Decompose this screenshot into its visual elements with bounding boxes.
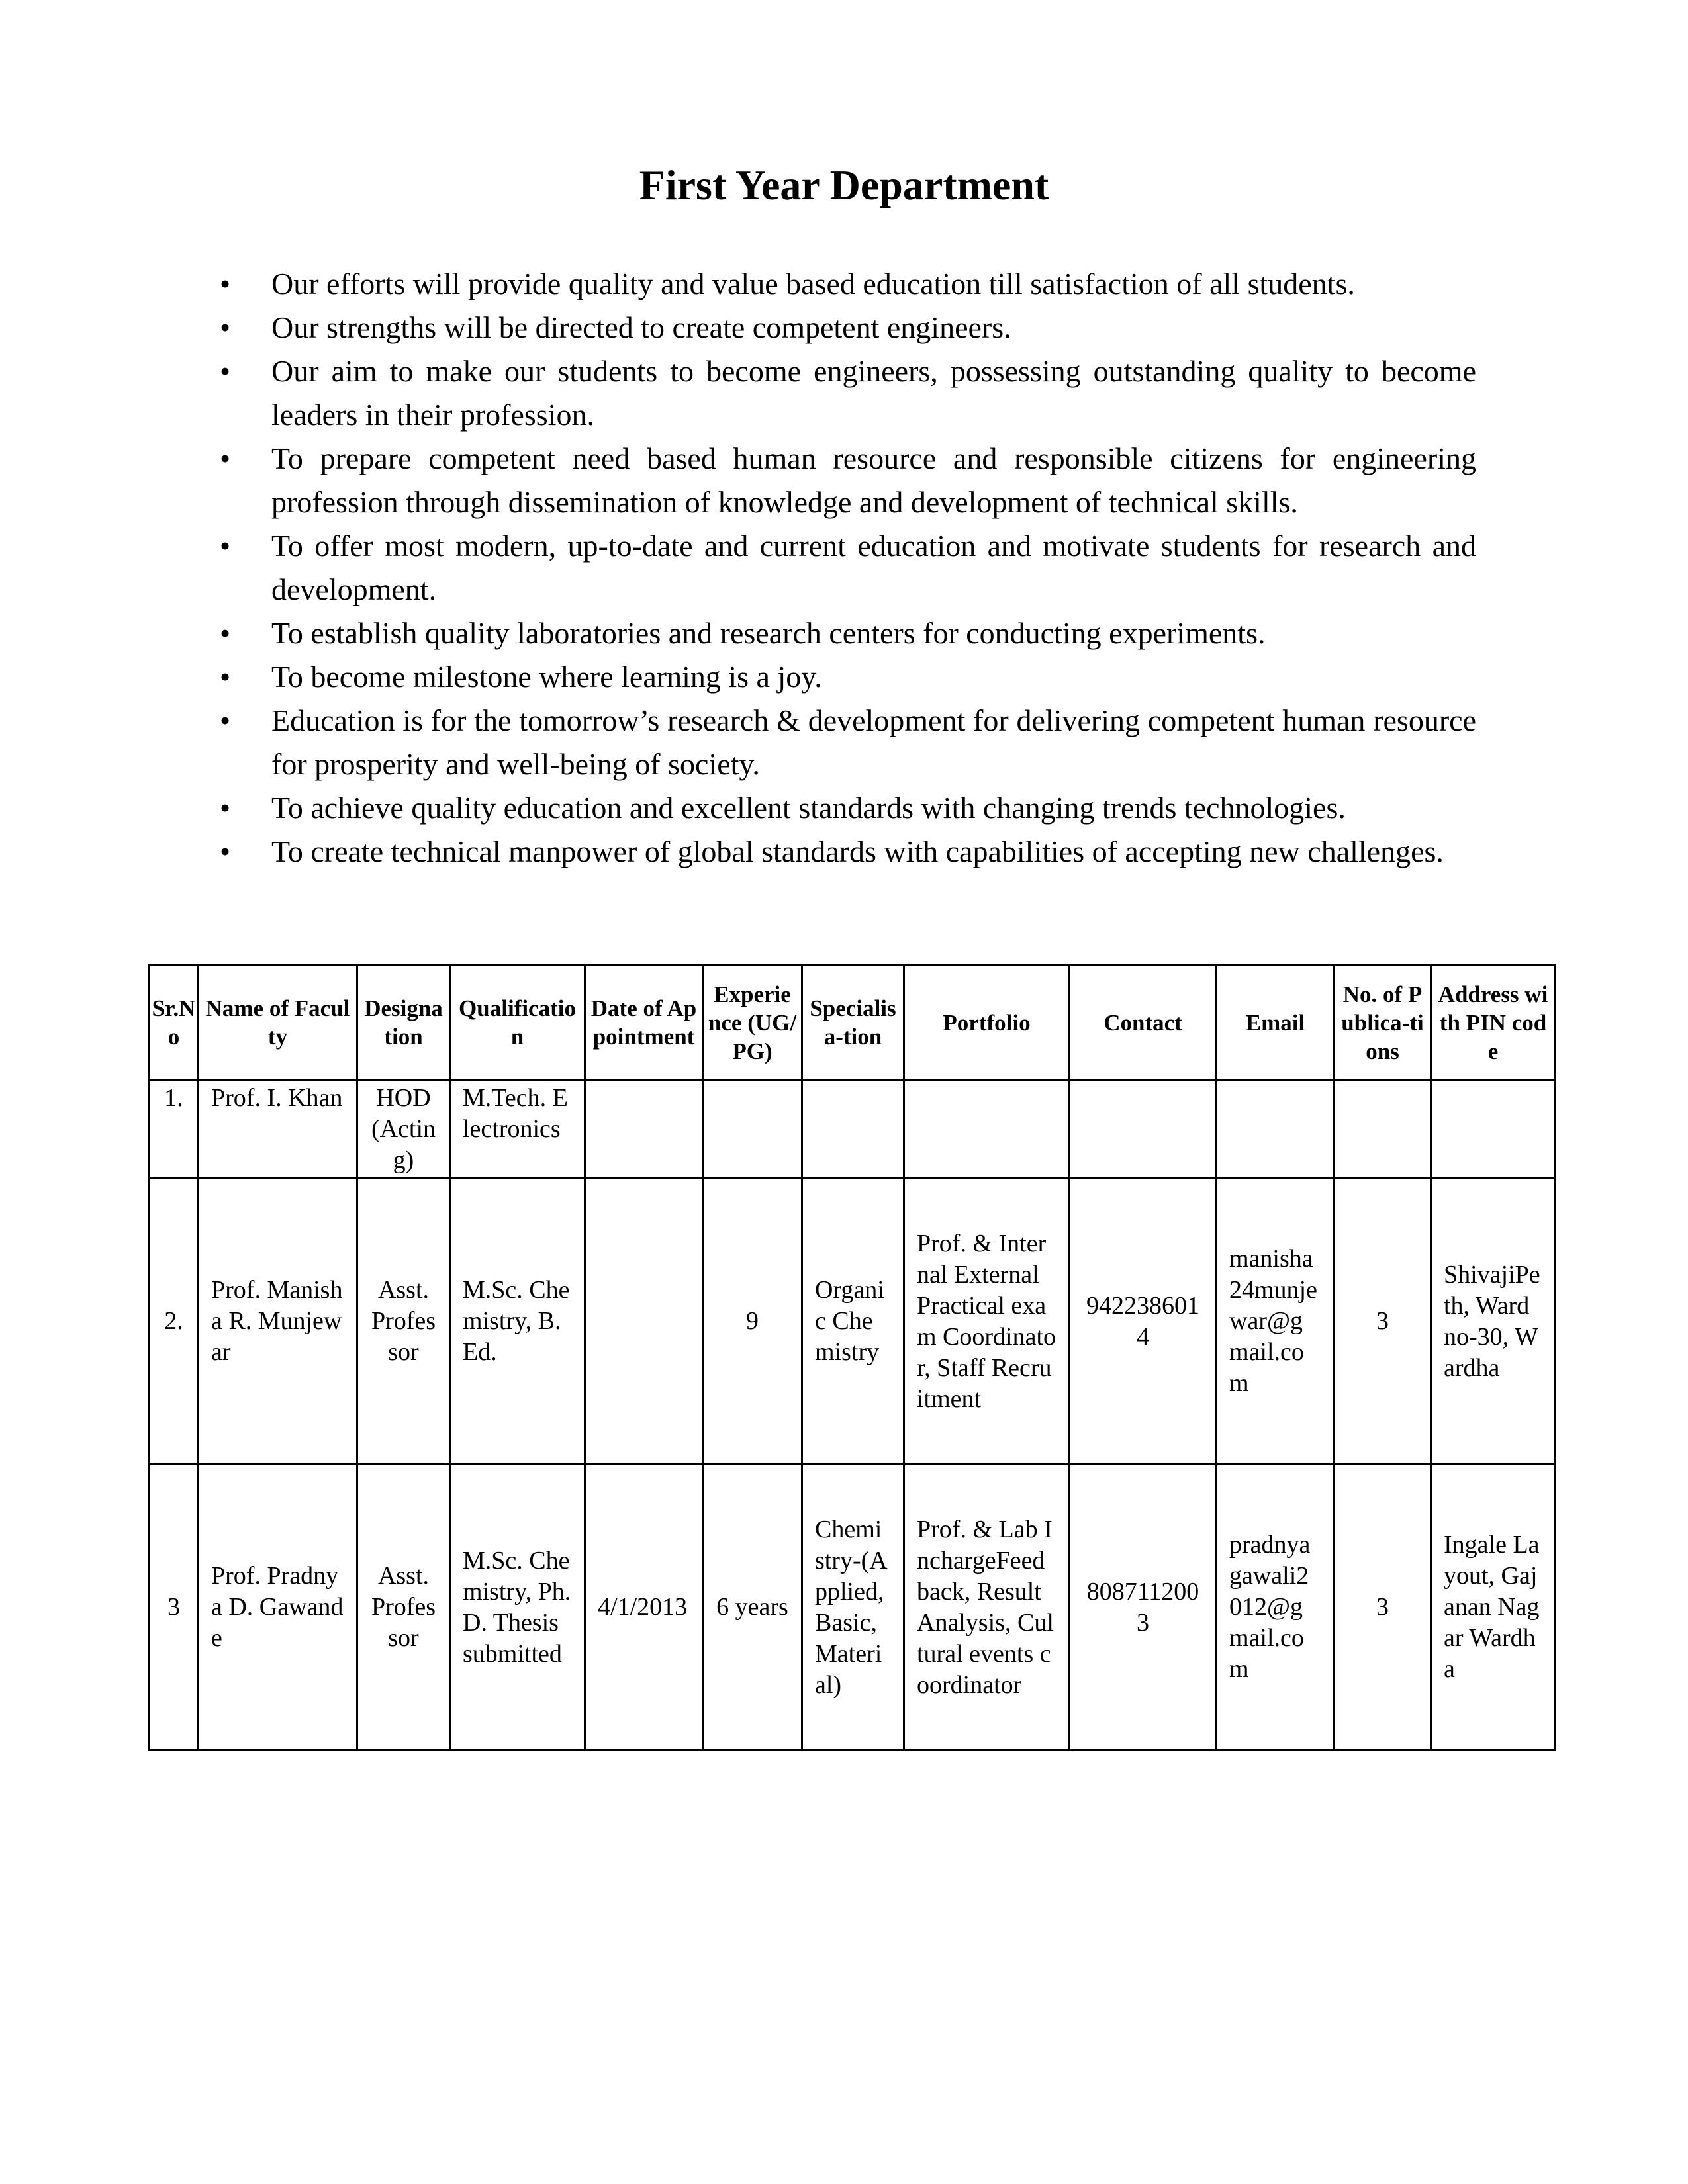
cell-address: [1431, 1081, 1556, 1179]
list-item-text: Our aim to make our students to become engineers, possessing outstanding quality to become leaders in their profession.: [271, 354, 1476, 432]
page-title: First Year Department: [639, 161, 1049, 208]
cell-publications: [1335, 1081, 1431, 1179]
column-header-date: Date of Appointment: [585, 965, 703, 1081]
cell-date: 4/1/2013: [585, 1465, 703, 1751]
cell-name: Prof. I. Khan: [199, 1081, 357, 1179]
objectives-list: [219, 262, 1476, 874]
list-item-text: To achieve quality education and excellent standards with changing trends technologies.: [271, 791, 1346, 825]
cell-specialisation: Organic Chemistry: [802, 1179, 904, 1465]
column-header-specialisation: Specialisa-tion: [802, 965, 904, 1081]
cell-publications: 3: [1335, 1179, 1431, 1465]
column-header-contact: Contact: [1070, 965, 1217, 1081]
bullet-icon: •: [219, 616, 231, 650]
cell-email: pradnyagawali2012@gmail.com: [1217, 1465, 1335, 1751]
cell-name: Prof. Pradnya D. Gawande: [199, 1465, 357, 1751]
cell-specialisation: Chemistry-(Applied, Basic, Material): [802, 1465, 904, 1751]
list-item: [219, 349, 1476, 437]
list-item: [219, 786, 1476, 830]
table-row: [150, 1179, 1556, 1465]
cell-experience: 9: [703, 1179, 802, 1465]
cell-experience: 6 years: [703, 1465, 802, 1751]
cell-date: [585, 1179, 703, 1465]
cell-date: [585, 1081, 703, 1179]
list-item-text: To become milestone where learning is a joy.: [271, 660, 822, 694]
cell-email: manisha24munjewar@gmail.com: [1217, 1179, 1335, 1465]
bullet-icon: •: [219, 835, 231, 868]
cell-address: ShivajiPeth, Ward no-30, Wardha: [1431, 1179, 1556, 1465]
cell-designation: HOD (Acting): [357, 1081, 450, 1179]
column-header-portfolio: Portfolio: [904, 965, 1070, 1081]
list-item: [219, 699, 1476, 786]
list-item-text: To offer most modern, up-to-date and current education and motivate students for research and development.: [271, 529, 1476, 606]
bullet-icon: •: [219, 354, 231, 388]
list-item: [219, 830, 1476, 874]
cell-designation: Asst. Professor: [357, 1465, 450, 1751]
list-item-text: Our efforts will provide quality and value based education till satisfaction of all students.: [271, 267, 1355, 300]
list-item: [219, 612, 1476, 655]
cell-publications: 3: [1335, 1465, 1431, 1751]
cell-sno: 2.: [150, 1179, 199, 1465]
table-row: [150, 1081, 1556, 1179]
cell-contact: [1070, 1081, 1217, 1179]
cell-qualification: M.Tech. Electronics: [450, 1081, 585, 1179]
bullet-icon: •: [219, 791, 231, 825]
cell-address: Ingale Layout, Gajanan Nagar Wardha: [1431, 1465, 1556, 1751]
list-item-text: Our strengths will be directed to create competent engineers.: [271, 310, 1011, 344]
list-item-text: Education is for the tomorrow’s research & development for delivering competent human resource for prosperity and well-being of society.: [271, 704, 1476, 781]
cell-experience: [703, 1081, 802, 1179]
column-header-qualification: Qualification: [450, 965, 585, 1081]
bullet-icon: •: [219, 267, 231, 300]
list-item-text: To prepare competent need based human resource and responsible citizens for engineering profession through dissemination of knowledge and development of technical skills.: [271, 441, 1476, 519]
list-item-text: To establish quality laboratories and research centers for conducting experiments.: [271, 616, 1266, 650]
table-row: [150, 1465, 1556, 1751]
table-header-row: [150, 965, 1556, 1081]
cell-qualification: M.Sc. Chemistry, B. Ed.: [450, 1179, 585, 1465]
cell-sno: 1.: [150, 1081, 199, 1179]
column-header-email: Email: [1217, 965, 1335, 1081]
bullet-icon: •: [219, 441, 231, 475]
bullet-icon: •: [219, 529, 231, 563]
bullet-icon: •: [219, 310, 231, 344]
cell-qualification: M.Sc. Chemistry, Ph.D. Thesis submitted: [450, 1465, 585, 1751]
cell-designation: Asst. Professor: [357, 1179, 450, 1465]
column-header-name: Name of Faculty: [199, 965, 357, 1081]
column-header-designation: Designation: [357, 965, 450, 1081]
column-header-address: Address with PIN code: [1431, 965, 1556, 1081]
bullet-icon: •: [219, 704, 231, 737]
list-item: [219, 262, 1476, 306]
list-item: [219, 655, 1476, 699]
column-header-sno: Sr.No: [150, 965, 199, 1081]
cell-contact: 8087112003: [1070, 1465, 1217, 1751]
list-item-text: To create technical manpower of global standards with capabilities of accepting new challenges.: [271, 835, 1444, 868]
cell-contact: 9422386014: [1070, 1179, 1217, 1465]
cell-portfolio: [904, 1081, 1070, 1179]
faculty-table: [148, 964, 1556, 1751]
list-item: [219, 524, 1476, 612]
cell-portfolio: Prof. & Internal External Practical exam Coordinator, Staff Recruitment: [904, 1179, 1070, 1465]
cell-name: Prof. Manisha R. Munjewar: [199, 1179, 357, 1465]
column-header-publications: No. of Publica-tions: [1335, 965, 1431, 1081]
list-item: [219, 437, 1476, 524]
cell-sno: 3: [150, 1465, 199, 1751]
cell-portfolio: Prof. & Lab InchargeFeed back, Result Analysis, Cultural events coordinator: [904, 1465, 1070, 1751]
cell-email: [1217, 1081, 1335, 1179]
bullet-icon: •: [219, 660, 231, 694]
column-header-experience: Experience (UG/PG): [703, 965, 802, 1081]
list-item: [219, 306, 1476, 349]
cell-specialisation: [802, 1081, 904, 1179]
